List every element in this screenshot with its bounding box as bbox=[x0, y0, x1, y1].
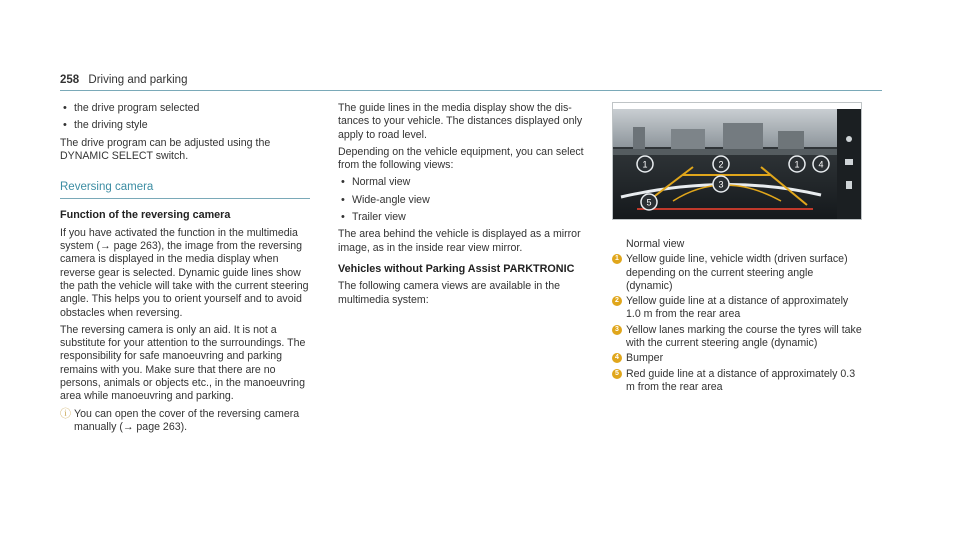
paragraph: The area behind the vehicle is displayed as a mirror image, as in the inside rear view mirror. bbox=[338, 228, 581, 254]
paragraph: If you have activated the function in the multimedia system (→ page 263), the image from the reversing camera is displayed in the media display when reverse gear is selected. Dynamic guide lines show the path the vehicle will take with the current steering angle. This helps you to orient yourself and to avoid obstacles when reversing. bbox=[60, 226, 309, 319]
callout-marker bbox=[813, 156, 829, 172]
callout-marker bbox=[713, 156, 729, 172]
legend-item: 4 Bumper bbox=[612, 352, 862, 365]
settings-icon[interactable] bbox=[846, 136, 852, 142]
legend-number: 3 bbox=[612, 325, 622, 335]
page-number: 258 bbox=[60, 74, 80, 86]
paragraph: The drive program can be adjusted using the DYNAMIC SELECT switch. bbox=[60, 136, 271, 162]
callout-marker bbox=[641, 194, 657, 210]
legend-item: 5 Red guide line at a distance of approximately 0.3 m from the rear area bbox=[612, 368, 862, 395]
paragraph: The following camera views are available in the multimedia system: bbox=[338, 280, 560, 306]
section-divider bbox=[60, 198, 310, 199]
legend-item: 2 Yellow guide line at a distance of approximately 1.0 m from the rear area bbox=[612, 295, 862, 322]
list-item: • the drive program selected bbox=[60, 102, 310, 115]
info-note-icon: ⓘ bbox=[60, 407, 71, 420]
list-item: • Normal view bbox=[338, 176, 590, 189]
svg-text:1: 1 bbox=[794, 159, 800, 170]
building bbox=[723, 123, 763, 149]
svg-text:2: 2 bbox=[718, 159, 724, 170]
legend-item: 1 Yellow guide line, vehicle width (driven surface) depending on the current steering angle (dynamic) bbox=[612, 253, 862, 293]
svg-text:4: 4 bbox=[818, 159, 824, 170]
legend-item: 3 Yellow lanes marking the course the tyres will take with the current steering angle (dynamic) bbox=[612, 324, 862, 351]
header-divider bbox=[60, 90, 882, 91]
column-right bbox=[612, 102, 862, 396]
subheading-function: Function of the reversing camera bbox=[60, 209, 231, 222]
building bbox=[633, 127, 645, 149]
svg-text:5: 5 bbox=[646, 197, 652, 208]
note: ⓘ You can open the cover of the reversing camera manually (→ page 263). bbox=[60, 407, 300, 433]
building bbox=[671, 129, 705, 149]
paragraph: Depending on the vehicle equipment, you can select from the following views: bbox=[338, 145, 584, 172]
section-title: Reversing camera bbox=[60, 181, 154, 194]
paragraph: The reversing camera is only an aid. It is not a substitute for your attention to the surroundings. The responsibility for safe manoeuvring and parking remains with you. Make sure that there are no persons, animals or objects etc., in the manoeuvring area while manoeuvring and parking. bbox=[60, 323, 306, 403]
list-item: • Trailer view bbox=[338, 211, 590, 224]
camera-image-frame bbox=[612, 102, 862, 220]
chapter-title: Driving and parking bbox=[88, 74, 188, 86]
legend-number: 4 bbox=[612, 353, 622, 363]
subheading-vehicles: Vehicles without Parking Assist PARKTRONIC bbox=[338, 262, 575, 275]
reversing-camera-image bbox=[613, 109, 861, 219]
page-reference-link[interactable]: → page 263 bbox=[122, 420, 181, 433]
legend-number: 2 bbox=[612, 296, 622, 306]
road-edge bbox=[613, 149, 837, 155]
paragraph: The guide lines in the media display show the distances to your vehicle. The distances displayed only apply to road level. bbox=[338, 102, 583, 141]
callout-marker bbox=[789, 156, 805, 172]
svg-text:1: 1 bbox=[642, 159, 648, 170]
legend-number: 5 bbox=[612, 369, 622, 379]
list-item: • Wide-angle view bbox=[338, 194, 590, 207]
column-left bbox=[60, 102, 310, 434]
page-header bbox=[60, 74, 187, 86]
callout-marker bbox=[713, 176, 729, 192]
legend-list bbox=[612, 253, 862, 394]
page-reference-link[interactable]: → page 263 bbox=[100, 240, 158, 253]
column-middle bbox=[338, 102, 590, 311]
image-caption: Normal view bbox=[626, 238, 685, 250]
building bbox=[778, 131, 804, 149]
list-item: • the driving style bbox=[60, 119, 310, 132]
trailer-icon[interactable] bbox=[846, 181, 852, 189]
svg-text:3: 3 bbox=[718, 179, 724, 190]
legend-number: 1 bbox=[612, 254, 622, 264]
callout-marker bbox=[637, 156, 653, 172]
view-icon[interactable] bbox=[845, 159, 853, 165]
